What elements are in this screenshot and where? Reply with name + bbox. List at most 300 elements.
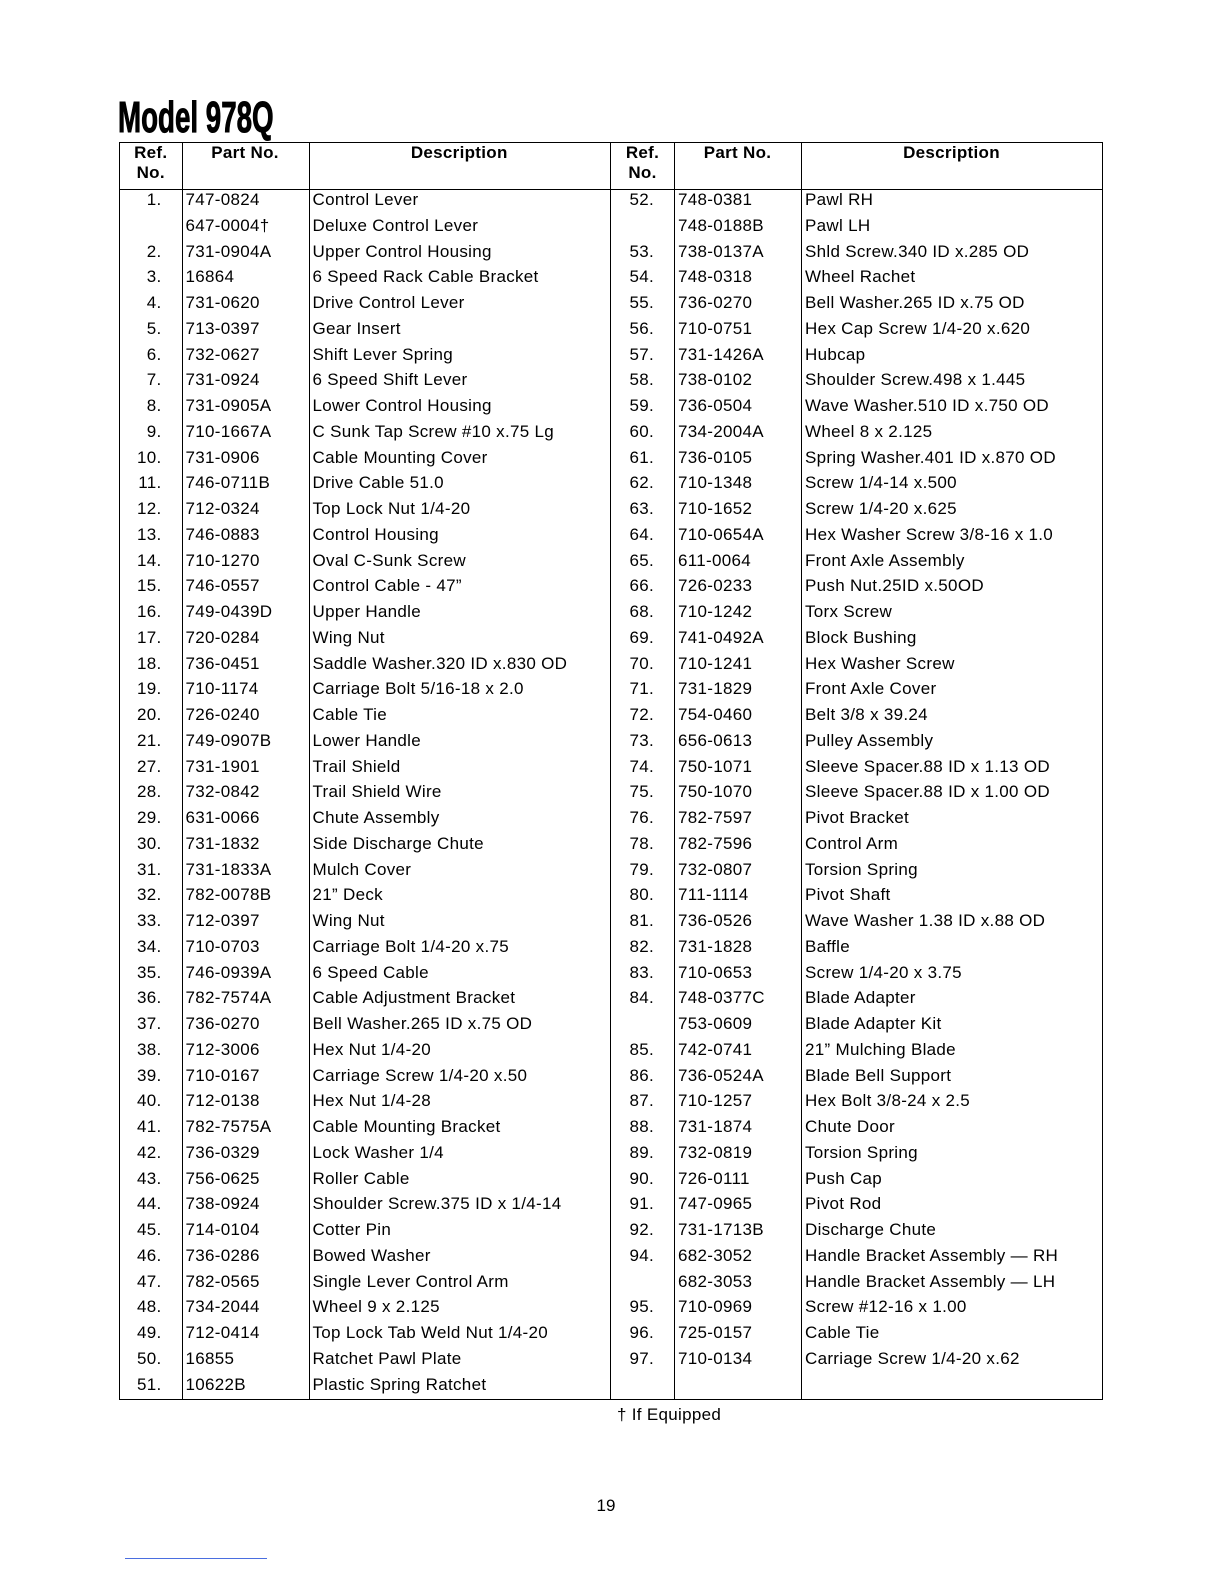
- ref-number-cell: 97.: [629, 1348, 654, 1368]
- part-number-cell: 753-0609: [678, 1014, 753, 1033]
- description-cell: Carriage Bolt 1/4-20 x.75: [312, 936, 509, 956]
- ref-number-cell: 45.: [136, 1220, 162, 1239]
- ref-number-cell: 13.: [136, 524, 162, 544]
- description-cell: Wheel 8 x 2.125: [805, 421, 933, 441]
- ref-number-cell: 91.: [629, 1194, 654, 1214]
- part-number-cell: 710-1667A: [185, 421, 272, 441]
- ref-number-cell: 33.: [136, 911, 162, 930]
- ref-number-cell: 52.: [629, 190, 654, 209]
- ref-number-cell: 29.: [136, 808, 162, 827]
- part-number-cell: 711-1114: [678, 885, 749, 905]
- table-row: [611, 396, 1102, 422]
- table-row: [611, 731, 1102, 757]
- table-row: [611, 448, 1102, 474]
- table-row: [611, 654, 1102, 680]
- table-row: [120, 963, 610, 989]
- description-cell: Sleeve Spacer.88 ID x 1.13 OD: [805, 756, 1050, 776]
- part-number-cell: 734-2004A: [678, 421, 764, 441]
- part-number-cell: 782-0078B: [185, 885, 272, 905]
- part-number-cell: 750-1070: [678, 782, 753, 802]
- parts-table-right: [611, 142, 1103, 1400]
- part-number-cell: 710-1257: [678, 1091, 753, 1111]
- ref-number-cell: 17.: [136, 627, 162, 647]
- ref-number-cell: 16.: [136, 602, 162, 621]
- table-row: [120, 1014, 610, 1040]
- description-cell: Blade Adapter: [805, 988, 916, 1008]
- table-row: [611, 963, 1102, 989]
- ref-number-cell: 43.: [136, 1168, 162, 1188]
- ref-number-cell: 46.: [136, 1245, 162, 1265]
- ref-number-cell: 7.: [146, 370, 162, 390]
- table-row: [120, 628, 610, 654]
- table-row: [120, 525, 610, 551]
- description-cell: Discharge Chute: [805, 1220, 937, 1239]
- description-cell: Wing Nut: [312, 911, 385, 930]
- ref-number-cell: 41.: [136, 1117, 162, 1136]
- part-number-cell: 736-0105: [678, 447, 753, 467]
- table-row: [120, 1375, 610, 1401]
- table-row: [120, 422, 610, 448]
- column-divider: [309, 143, 310, 1399]
- description-cell: Pivot Rod: [805, 1194, 882, 1214]
- part-number-cell: 726-0240: [185, 705, 260, 724]
- part-number-cell: 747-0824: [185, 190, 260, 209]
- table-row: [120, 1297, 610, 1323]
- table-row: [611, 834, 1102, 860]
- table-row: [120, 1169, 610, 1195]
- description-cell: Control Cable - 47”: [312, 576, 462, 596]
- ref-number-cell: 9.: [146, 421, 162, 441]
- part-number-cell: 16864: [185, 267, 235, 287]
- part-number-cell: 736-0524A: [678, 1065, 764, 1085]
- ref-number-cell: 96.: [629, 1323, 654, 1342]
- ref-number-cell: 81.: [629, 911, 654, 930]
- part-number-cell: 748-0381: [678, 190, 753, 209]
- part-number-cell: 749-0439D: [185, 602, 273, 621]
- ref-number-cell: 59.: [629, 396, 654, 415]
- description-header: Description: [410, 143, 508, 162]
- part-number-cell: 710-1270: [185, 550, 260, 570]
- ref-number-cell: 54.: [629, 267, 654, 287]
- table-row: [120, 937, 610, 963]
- part-number-cell: 732-0819: [678, 1142, 753, 1162]
- ref-number-cell: 68.: [629, 602, 654, 621]
- description-cell: 6 Speed Cable: [312, 962, 429, 982]
- part-number-cell: 712-0414: [185, 1323, 260, 1342]
- ref-number-cell: 28.: [136, 782, 162, 802]
- table-row: [611, 937, 1102, 963]
- table-row: [120, 1040, 610, 1066]
- ref-number-cell: 40.: [136, 1091, 162, 1111]
- ref-header-line1: Ref.: [134, 143, 168, 162]
- ref-number-cell: 80.: [629, 885, 654, 905]
- description-cell: Drive Control Lever: [312, 293, 465, 312]
- description-cell: Wave Washer.510 ID x.750 OD: [805, 396, 1049, 415]
- table-row: [611, 1091, 1102, 1117]
- part-number-cell: 731-1828: [678, 936, 753, 956]
- description-cell: Hex Washer Screw 3/8-16 x 1.0: [805, 524, 1054, 544]
- description-cell: Drive Cable 51.0: [312, 473, 444, 493]
- description-cell: Top Lock Tab Weld Nut 1/4-20: [312, 1323, 549, 1342]
- ref-number-cell: 66.: [629, 576, 654, 596]
- part-number-cell: 747-0965: [678, 1194, 753, 1214]
- ref-number-cell: [611, 1014, 674, 1040]
- part-number-cell: 732-0842: [185, 782, 260, 802]
- ref-number-cell: 56.: [629, 318, 654, 338]
- part-number-cell: 714-0104: [185, 1220, 260, 1239]
- part-number-cell: 782-0565: [185, 1271, 260, 1291]
- description-cell: Control Arm: [805, 833, 899, 853]
- table-row: [611, 1323, 1102, 1349]
- description-cell: Carriage Screw 1/4-20 x.62: [805, 1348, 1020, 1368]
- description-cell: Trail Shield Wire: [312, 782, 442, 802]
- part-number-cell: 754-0460: [678, 705, 753, 724]
- description-cell: Blade Adapter Kit: [805, 1014, 942, 1033]
- part-number-cell: 731-1901: [185, 756, 260, 776]
- ref-number-cell: 72.: [629, 705, 654, 724]
- table-row: [611, 705, 1102, 731]
- table-row: [120, 1091, 610, 1117]
- table-row: [611, 808, 1102, 834]
- ref-number-cell: 55.: [629, 293, 654, 312]
- part-number-cell: 682-3053: [678, 1271, 753, 1291]
- description-cell: Wheel Rachet: [805, 267, 916, 287]
- description-cell: Wave Washer 1.38 ID x.88 OD: [805, 911, 1046, 930]
- table-row: [120, 1143, 610, 1169]
- part-number-cell: 731-0924: [185, 370, 260, 390]
- description-cell: Chute Door: [805, 1117, 895, 1136]
- table-row: [120, 370, 610, 396]
- part-number-cell: 746-0939A: [185, 962, 272, 982]
- part-number-cell: 731-0904A: [185, 241, 272, 261]
- table-row: [611, 525, 1102, 551]
- part-number-cell: 738-0924: [185, 1194, 260, 1214]
- ref-number-cell: [611, 1272, 674, 1298]
- ref-number-cell: 70.: [629, 653, 654, 673]
- table-row: [120, 705, 610, 731]
- table-row: [611, 1297, 1102, 1323]
- description-cell: Plastic Spring Ratchet: [312, 1374, 487, 1394]
- part-number-cell: 748-0318: [678, 267, 753, 287]
- link-underline-mark: [125, 1558, 267, 1559]
- description-cell: Screw 1/4-20 x.625: [805, 499, 957, 518]
- part-number-cell: 731-0906: [185, 447, 260, 467]
- table-row: [120, 1349, 610, 1375]
- ref-number-cell: 95.: [629, 1297, 654, 1317]
- table-row: [611, 1169, 1102, 1195]
- ref-number-cell: 61.: [629, 447, 654, 467]
- part-number-cell: 720-0284: [185, 627, 260, 647]
- description-cell: Shoulder Screw.498 x 1.445: [805, 370, 1026, 390]
- part-number-cell: 736-0329: [185, 1142, 260, 1162]
- table-row: [120, 190, 610, 216]
- ref-number-cell: 32.: [136, 885, 162, 905]
- part-number-cell: 710-1348: [678, 473, 753, 493]
- table-row: [611, 1349, 1102, 1375]
- description-cell: Blade Bell Support: [805, 1065, 952, 1085]
- description-cell: Upper Control Housing: [312, 241, 492, 261]
- table-row: [611, 1220, 1102, 1246]
- ref-number-cell: 62.: [629, 473, 654, 493]
- part-number-cell: 712-0397: [185, 911, 260, 930]
- parts-table-left: [119, 142, 611, 1400]
- ref-number-cell: 85.: [629, 1039, 654, 1059]
- description-cell: Push Nut.25ID x.50OD: [805, 576, 984, 596]
- table-row: [120, 499, 610, 525]
- ref-number-cell: 19.: [136, 679, 162, 699]
- description-cell: Cable Mounting Bracket: [312, 1117, 501, 1136]
- ref-number-cell: 48.: [136, 1297, 162, 1317]
- table-row: [120, 1272, 610, 1298]
- ref-number-cell: 34.: [136, 936, 162, 956]
- part-number-cell: 710-0653: [678, 962, 753, 982]
- part-number-cell: 731-1874: [678, 1117, 753, 1136]
- ref-number-cell: 89.: [629, 1142, 654, 1162]
- page-title: Model 978Q: [118, 93, 274, 142]
- ref-number-cell: 6.: [146, 344, 162, 364]
- part-number-cell: 710-0751: [678, 318, 753, 338]
- description-cell: Shift Lever Spring: [312, 344, 454, 364]
- ref-header-line1: Ref.: [625, 143, 660, 162]
- ref-number-cell: 65.: [629, 550, 654, 570]
- ref-number-cell: 73.: [629, 730, 654, 750]
- ref-number-cell: 18.: [136, 653, 162, 673]
- part-number-cell: 782-7575A: [185, 1117, 272, 1136]
- ref-number-cell: 49.: [136, 1323, 162, 1342]
- table-row: [611, 860, 1102, 886]
- part-number-cell: 731-1832: [185, 833, 260, 853]
- description-cell: Handle Bracket Assembly — RH: [805, 1245, 1059, 1265]
- part-number-cell: 749-0907B: [185, 730, 272, 750]
- ref-number-cell: 92.: [629, 1220, 654, 1239]
- part-number-cell: 731-1833A: [185, 859, 272, 879]
- description-cell: Pulley Assembly: [805, 730, 934, 750]
- description-cell: Baffle: [805, 936, 850, 956]
- description-cell: Control Lever: [312, 190, 419, 209]
- ref-number-cell: 10.: [136, 447, 162, 467]
- ref-number-cell: 76.: [629, 808, 654, 827]
- ref-number-cell: 5.: [146, 318, 162, 338]
- ref-number-cell: 79.: [629, 859, 654, 879]
- table-row: [611, 499, 1102, 525]
- ref-number-cell: 69.: [629, 627, 654, 647]
- ref-number-cell: 74.: [629, 756, 654, 776]
- description-cell: Torx Screw: [805, 602, 893, 621]
- table-body: [120, 190, 610, 1400]
- table-row: [120, 885, 610, 911]
- part-number-cell: 731-1829: [678, 679, 753, 699]
- description-cell: Block Bushing: [805, 627, 917, 647]
- ref-number-cell: 30.: [136, 833, 162, 853]
- description-cell: Roller Cable: [312, 1168, 410, 1188]
- table-row: [611, 1117, 1102, 1143]
- description-cell: C Sunk Tap Screw #10 x.75 Lg: [312, 421, 555, 441]
- description-cell: Cotter Pin: [312, 1220, 392, 1239]
- table-row: [120, 654, 610, 680]
- table-row: [611, 1040, 1102, 1066]
- ref-number-cell: 57.: [629, 344, 654, 364]
- description-cell: Control Housing: [312, 524, 439, 544]
- part-number-cell: 736-0451: [185, 653, 260, 673]
- part-number-cell: 736-0270: [185, 1014, 260, 1033]
- table-row: [120, 602, 610, 628]
- description-cell: Belt 3/8 x 39.24: [805, 705, 928, 724]
- description-cell: Hex Nut 1/4-20: [312, 1039, 432, 1059]
- description-cell: Hex Bolt 3/8-24 x 2.5: [805, 1091, 971, 1111]
- ref-number-cell: 8.: [146, 396, 162, 415]
- table-row: [120, 860, 610, 886]
- description-cell: Pivot Bracket: [805, 808, 910, 827]
- part-number-cell: 712-0138: [185, 1091, 260, 1111]
- description-cell: Gear Insert: [312, 318, 401, 338]
- part-number-cell: 712-0324: [185, 499, 260, 518]
- description-cell: Screw 1/4-14 x.500: [805, 473, 957, 493]
- part-number-cell: 756-0625: [185, 1168, 260, 1188]
- table-row: [611, 602, 1102, 628]
- table-header: [120, 143, 610, 190]
- description-cell: 21” Mulching Blade: [805, 1039, 956, 1059]
- description-cell: Bell Washer.265 ID x.75 OD: [312, 1014, 533, 1033]
- table-row: [120, 267, 610, 293]
- table-row: [120, 345, 610, 371]
- description-cell: Torsion Spring: [805, 1142, 918, 1162]
- ref-number-cell: 87.: [629, 1091, 654, 1111]
- ref-number-cell: [120, 216, 182, 242]
- table-row: [120, 216, 610, 242]
- part-number-cell: 738-0137A: [678, 241, 764, 261]
- description-cell: Oval C-Sunk Screw: [312, 550, 466, 570]
- part-number-cell: 713-0397: [185, 318, 260, 338]
- part-number-cell: 647-0004†: [185, 215, 270, 235]
- table-row: [611, 628, 1102, 654]
- ref-number-cell: 63.: [629, 499, 654, 518]
- part-number-cell: 748-0377C: [678, 988, 765, 1008]
- part-number-cell: 782-7574A: [185, 988, 272, 1008]
- table-row: [611, 216, 1102, 242]
- description-cell: Cable Tie: [312, 705, 388, 724]
- ref-number-cell: 37.: [136, 1014, 162, 1033]
- description-cell: 21” Deck: [312, 885, 383, 905]
- ref-number-cell: 75.: [629, 782, 654, 802]
- description-cell: Hubcap: [805, 344, 866, 364]
- ref-number-cell: 15.: [136, 576, 162, 596]
- description-cell: Cable Adjustment Bracket: [312, 988, 516, 1008]
- table-row: [120, 473, 610, 499]
- ref-number-header: [611, 143, 674, 189]
- description-cell: Pivot Shaft: [805, 885, 891, 905]
- description-cell: Shoulder Screw.375 ID x 1/4-14: [312, 1194, 562, 1214]
- ref-number-cell: 42.: [136, 1142, 162, 1162]
- table-row: [611, 1143, 1102, 1169]
- ref-number-cell: 2.: [146, 241, 162, 261]
- table-row: [120, 911, 610, 937]
- table-row: [611, 1246, 1102, 1272]
- part-number-cell: 741-0492A: [678, 627, 764, 647]
- ref-number-cell: 82.: [629, 936, 654, 956]
- table-row: [120, 1323, 610, 1349]
- part-number-cell: 710-0703: [185, 936, 260, 956]
- part-number-header: Part No.: [703, 143, 772, 162]
- table-row: [120, 988, 610, 1014]
- ref-number-cell: 4.: [146, 293, 162, 312]
- ref-number-cell: 94.: [629, 1245, 654, 1265]
- table-row: [611, 267, 1102, 293]
- table-row: [611, 551, 1102, 577]
- table-row: [611, 679, 1102, 705]
- table-row: [611, 576, 1102, 602]
- table-header: [611, 143, 1102, 190]
- part-number-cell: 734-2044: [185, 1297, 260, 1317]
- ref-number-cell: 84.: [629, 988, 654, 1008]
- table-row: [611, 293, 1102, 319]
- description-cell: Front Axle Assembly: [805, 550, 965, 570]
- table-row: [120, 1117, 610, 1143]
- part-number-cell: 682-3052: [678, 1245, 753, 1265]
- ref-number-cell: 1.: [146, 190, 162, 209]
- description-cell: Wing Nut: [312, 627, 385, 647]
- part-number-cell: 712-3006: [185, 1039, 260, 1059]
- part-number-cell: 710-0134: [678, 1348, 753, 1368]
- part-number-cell: 726-0111: [678, 1168, 750, 1188]
- part-number-cell: 736-0270: [678, 293, 753, 312]
- part-number-cell: 748-0188B: [678, 215, 764, 235]
- table-row: [611, 1014, 1102, 1040]
- ref-number-cell: 78.: [629, 833, 654, 853]
- column-divider: [182, 143, 183, 1399]
- ref-number-cell: 53.: [629, 241, 654, 261]
- footnote: † If Equipped: [617, 1405, 722, 1424]
- table-row: [120, 834, 610, 860]
- description-cell: Bowed Washer: [312, 1245, 431, 1265]
- part-number-cell: 725-0157: [678, 1323, 753, 1342]
- table-row: [120, 808, 610, 834]
- description-cell: Shld Screw.340 ID x.285 OD: [805, 241, 1030, 261]
- table-row: [120, 731, 610, 757]
- table-row: [611, 1272, 1102, 1298]
- part-number-cell: 731-1426A: [678, 344, 764, 364]
- description-cell: Hex Cap Screw 1/4-20 x.620: [805, 318, 1031, 338]
- ref-number-cell: 60.: [629, 421, 654, 441]
- description-header: Description: [903, 143, 1000, 162]
- table-row: [611, 1194, 1102, 1220]
- ref-number-header: [120, 143, 182, 189]
- part-number-cell: 10622B: [185, 1374, 246, 1394]
- table-row: [611, 757, 1102, 783]
- ref-number-cell: 58.: [629, 370, 654, 390]
- ref-number-cell: 71.: [629, 679, 654, 699]
- description-cell: 6 Speed Rack Cable Bracket: [312, 267, 539, 287]
- description-cell: Screw #12-16 x 1.00: [805, 1297, 967, 1317]
- part-number-cell: 710-1242: [678, 602, 753, 621]
- ref-number-cell: 3.: [146, 267, 162, 287]
- part-number-cell: 746-0883: [185, 524, 260, 544]
- ref-number-cell: 27.: [136, 756, 162, 776]
- description-cell: Lock Washer 1/4: [312, 1142, 444, 1162]
- table-row: [611, 190, 1102, 216]
- ref-number-cell: 14.: [136, 550, 162, 570]
- description-cell: Bell Washer.265 ID x.75 OD: [805, 293, 1025, 312]
- table-row: [120, 448, 610, 474]
- description-cell: Mulch Cover: [312, 859, 412, 879]
- table-row: [120, 1220, 610, 1246]
- table-row: [611, 345, 1102, 371]
- description-cell: Deluxe Control Lever: [312, 215, 479, 235]
- part-number-cell: 731-0620: [185, 293, 260, 312]
- part-number-cell: 726-0233: [678, 576, 753, 596]
- description-cell: 6 Speed Shift Lever: [312, 370, 468, 390]
- description-cell: Carriage Screw 1/4-20 x.50: [312, 1065, 528, 1085]
- ref-number-cell: 64.: [629, 524, 654, 544]
